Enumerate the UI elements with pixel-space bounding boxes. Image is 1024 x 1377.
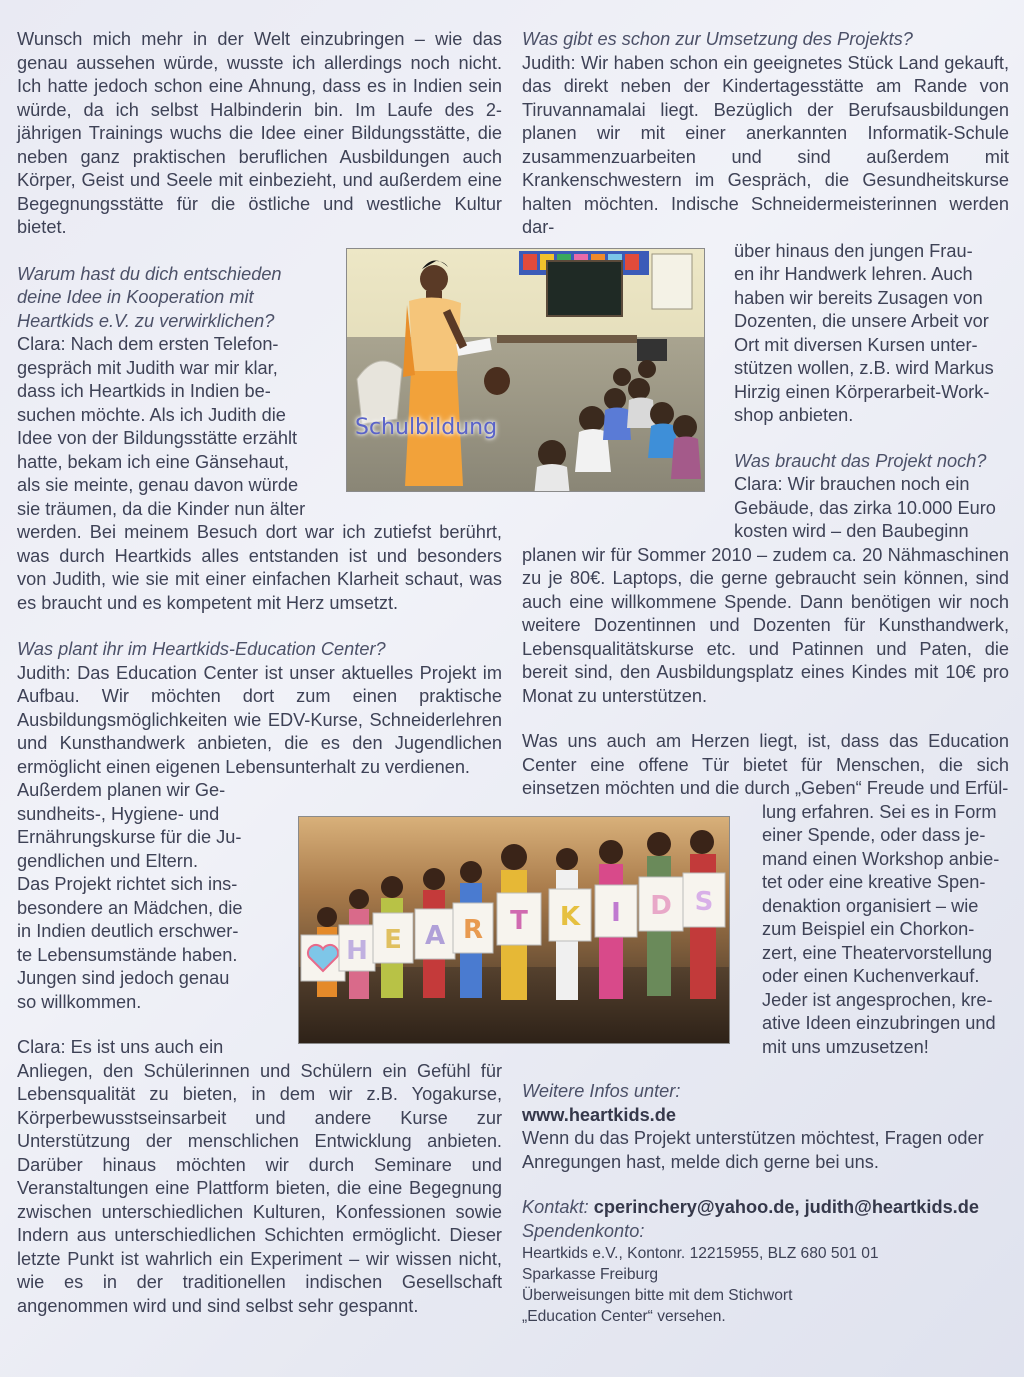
account-line: Heartkids e.V., Kontonr. 12215955, BLZ 680 501 01	[522, 1245, 879, 1262]
text-line: zum Beispiel ein Chorkon-	[762, 919, 975, 939]
text-line: te Lebensumstände haben.	[17, 944, 238, 965]
letter-card: T	[510, 906, 528, 936]
text-line: gendlichen und Eltern.	[17, 850, 198, 871]
text-line: denaktion organisiert – wie	[762, 895, 979, 916]
contact-block	[522, 1196, 1009, 1327]
info-label: Weitere Infos unter:	[522, 1081, 681, 1101]
question-needs: Was braucht das Projekt noch?	[734, 450, 987, 471]
text-line: zert, eine Theatervorstellung	[762, 942, 993, 963]
answer-progress-lines	[734, 240, 1009, 428]
text-line: Clara: Nach dem ersten Telefon-	[17, 334, 279, 354]
text-line: Außerdem planen wir Ge-	[17, 780, 226, 800]
contact-emails[interactable]: cperinchery@yahoo.de, judith@heartkids.de	[593, 1197, 979, 1217]
answer-needs-rest: planen wir für Sommer 2010 – zudem ca. 20 Nähmaschinen zu je 80€. Laptops, die gerne gebraucht sein können, sind auch eine willkommene Spende. Dann benötigen wir noch weitere Dozentinnen und Dozenten für Kunsthandwerk, Lebensqualitätskurse etc. und Patinnen und Paten, die bereit sind, den Ausbildungsplatz eines Kindes mit 10€ pro Monat zu unterstützen.	[522, 544, 1009, 706]
answer-needs-lines	[734, 473, 1009, 544]
text-line: oder einen Kuchenverkauf.	[762, 966, 980, 986]
text-line: Ort mit diversen Kursen unter-	[734, 334, 978, 355]
account-line: Sparkasse Freiburg	[522, 1266, 659, 1283]
text-line: tet oder eine kreative Spen-	[762, 872, 986, 892]
photo-caption: Schulbildung	[355, 415, 498, 440]
info-text: Wenn du das Projekt unterstützen möchtest, Fragen oder Anregungen hast, melde dich gerne bei uns.	[522, 1128, 984, 1172]
text-line: haben wir bereits Zusagen von	[734, 287, 983, 308]
contact-label: Kontakt:	[522, 1197, 589, 1217]
text-line: mand einen Workshop anbie-	[762, 848, 1000, 869]
letter-card: S	[694, 887, 714, 917]
website-link[interactable]: www.heartkids.de	[522, 1104, 676, 1125]
text-line: en ihr Handwerk lehren. Auch	[734, 264, 973, 284]
answer-cooperation-rest: werden. Bei meinem Besuch dort war ich zutiefst berührt, was durch Heartkids alles entstanden ist und besonders von Judith, wie sie mit einer einfachen Klarheit schaut, was es braucht und es kompetent mit Herz umsetzt.	[17, 522, 502, 613]
text-line: Jungen sind jedoch genau	[17, 968, 230, 988]
answer-progress: Judith: Wir haben schon ein geeignetes Stück Land gekauft, das direkt neben der Kindertagesstätte am Rande von Tiruvannamalai liegt. Bezüglich der Berufsausbildungen planen wir mit einer anerkannten Informatik-Schule zusammenzuarbeiten und sind außerdem mit Krankenschwestern im Gespräch, die Gesundheitskurse halten möchten. Indische Schneidermeisterinnen werden dar-	[522, 52, 1009, 237]
text-line: shop anbieten.	[734, 405, 854, 425]
text-line: stützen wollen, z.B. wird Markus	[734, 358, 994, 378]
account-label: Spendenkonto:	[522, 1220, 645, 1241]
text-line: Idee von der Bildungsstätte erzählt	[17, 428, 298, 448]
info-block	[522, 1080, 1009, 1174]
text-line: über hinaus den jungen Frau-	[734, 240, 973, 261]
text-line: dass ich Heartkids in Indien be-	[17, 381, 271, 401]
letter-card: E	[384, 925, 402, 955]
text-line: sie träumen, da die Kinder nun älter	[17, 498, 306, 519]
text-line: Hirzig einen Körperarbeit-Work-	[734, 381, 990, 402]
text-line: Dozenten, die unsere Arbeit vor	[734, 311, 989, 331]
answer-plans-lines	[17, 779, 262, 1014]
text-line: sundheits-, Hygiene- und	[17, 803, 220, 824]
letter-card: I	[611, 898, 621, 928]
letter-card: H	[346, 936, 368, 966]
account-line: Überweisungen bitte mit dem Stichwort	[522, 1287, 793, 1304]
closing-paragraph: Was uns auch am Herzen liegt, ist, dass das Education Center eine offene Tür bietet für Menschen, die sich einsetzen möchten und die durch „Geben“ Freude und Erfül-	[522, 731, 1009, 798]
question-progress: Was gibt es schon zur Umsetzung des Projekts?	[522, 29, 913, 49]
answer-cooperation-lines	[17, 333, 327, 521]
text-line: Gebäude, das zirka 10.000 Euro	[734, 497, 996, 518]
text-line: gespräch mit Judith war mir klar,	[17, 357, 278, 378]
right-column	[522, 28, 1009, 1327]
text-line: lung erfahren. Sei es in Form	[762, 801, 997, 822]
letter-card: K	[559, 902, 581, 932]
letter-card: R	[462, 915, 484, 945]
question-plans: Was plant ihr im Heartkids-Education Center?	[17, 639, 386, 659]
text-line: in Indien deutlich erschwer-	[17, 921, 239, 941]
text-line: Das Projekt richtet sich ins-	[17, 874, 238, 894]
intro-paragraph: Wunsch mich mehr in der Welt einzubringen – wie das genau aussehen würde, wusste ich allerdings noch nicht. Ich hatte jedoch schon eine Ahnung, dass es in Indien sein würde, da ich selbst Halbinderin bin. Im Laufe des 2-jährigen Trainings wuchs die Idee einer Bildungsstätte, die neben ganz praktischen beruflichen Ausbildungen auch Körper, Geist und Seele mit einbezieht, und außerdem eine Begegnungsstätte für die östliche und westliche Kultur bietet.	[17, 29, 502, 237]
text-line: Clara: Wir brauchen noch ein	[734, 474, 970, 494]
letter-card: D	[650, 891, 672, 921]
text-line: mit uns umzusetzen!	[762, 1036, 929, 1057]
answer-clara-rest: Anliegen, den Schülerinnen und Schülern ein Gefühl für Lebensqualität zu bieten, in dem wir z.B. Yogakurse, Körperbewusstseinsarbeit und andere Kurse zur Unterstützung der menschlichen Entwicklung anbieten. Darüber hinaus möchten wir durch Seminare und Veranstaltungen eine Plattform bieten, die eine Begegnung zwischen unterschiedlichen Kulturen, Konfessionen sowie Indern aus unterschiedlichen Schichten ermöglicht. Dieser letzte Punkt ist wahrlich ein Experiment – wir wissen nicht, wie es in der traditionellen indischen Gesellschaft angenommen wird und sind selbst sehr gespannt.	[17, 1060, 502, 1316]
question-cooperation: Warum hast du dich entschieden deine Idee in Kooperation mit Heartkids e.V. zu verwirklichen?	[17, 263, 282, 331]
answer-plans: Judith: Das Education Center ist unser aktuelles Projekt im Aufbau. Wir möchten dort zum einen praktische Ausbildungsmöglichkeiten wie EDV-Kurse, Schneiderlehren und Kunsthandwerk anbieten, die es den Jugendlichen ermöglicht einen eigenen Lebensunterhalt zu verdienen.	[17, 662, 502, 777]
account-line: „Education Center“ versehen.	[522, 1308, 726, 1325]
account-details	[522, 1243, 1009, 1327]
closing-paragraph-lines	[762, 801, 1007, 1060]
text-line: hatte, bekam ich eine Gänsehaut,	[17, 451, 289, 472]
text-line: kosten wird – den Baubeginn	[734, 521, 969, 541]
text-line: Ernährungskurse für die Ju-	[17, 827, 242, 847]
text-line: so willkommen.	[17, 991, 142, 1012]
text-line: ative Ideen einzubringen und	[762, 1013, 996, 1033]
text-line: besondere an Mädchen, die	[17, 897, 243, 918]
text-line: einer Spende, oder dass je-	[762, 825, 986, 845]
left-column	[17, 28, 502, 1318]
answer-clara-first: Clara: Es ist uns auch ein	[17, 1037, 224, 1057]
text-line: Jeder ist angesprochen, kre-	[762, 989, 993, 1010]
text-line: suchen möchte. Als ich Judith die	[17, 404, 286, 425]
letter-card: A	[424, 921, 446, 951]
text-line: als sie meinte, genau davon würde	[17, 475, 299, 495]
